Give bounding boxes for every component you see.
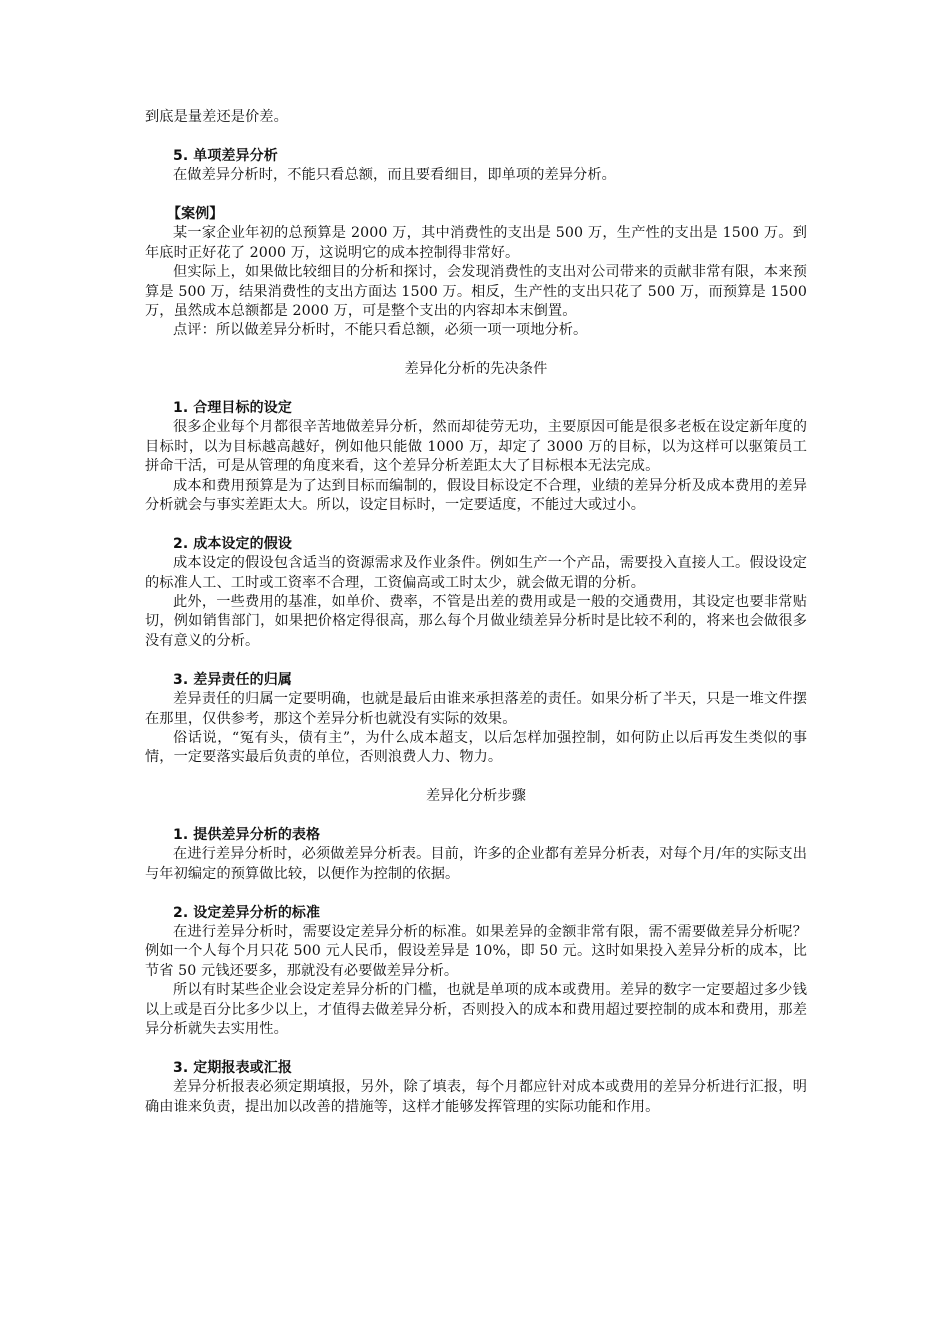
case-label: 【案例】 (167, 206, 224, 222)
case-comment: 点评：所以做差异分析时，不能只看总额，必须一项一项地分析。 (173, 322, 588, 339)
heading-set-standard: 2. 设定差异分析的标准 (173, 904, 321, 921)
heading-cost-assumption: 2. 成本设定的假设 (173, 535, 292, 552)
paragraph: 成本设定的假设包含适当的资源需求及作业条件。例如生产一个产品，需要投入直接人工。假设设定的标准人工、工时或工资率不合理，工资偏高或工时太少，就会做无谓的分析。 (145, 555, 807, 591)
paragraph: 成本和费用预算是为了达到目标而编制的，假设目标设定不合理，业绩的差异分析及成本费用的差异分析就会与事实差距太大。所以，设定目标时，一定要适度，不能过大或过小。 (145, 477, 807, 514)
paragraph: 此外，一些费用的基准，如单价、费率，不管是出差的费用或是一般的交通费用，其设定也要非常贴切，例如销售部门，如果把价格定得很高，那么每个月做业绩差异分析时是比较不利的，将来也会做很多没有意义的分析。 (145, 594, 807, 649)
paragraph: 俗话说，“冤有头，债有主”，为什么成本超支，以后怎样加强控制，如何防止以后再发生类似的事情，一定要落实最后负责的单位，否则浪费人力、物力。 (145, 729, 807, 766)
paragraph: 差异分析报表必须定期填报，另外，除了填表，每个月都应针对成本或费用的差异分析进行汇报，明确由谁来负责，提出加以改善的措施等，这样才能够发挥管理的实际功能和作用。 (145, 1079, 807, 1115)
heading-reasonable-target: 1. 合理目标的设定 (173, 400, 292, 417)
heading-single-item-analysis: 5. 单项差异分析 (173, 147, 278, 164)
paragraph: 在进行差异分析时，必须做差异分析表。目前，许多的企业都有差异分析表，对每个月/年的实际支出与年初编定的预算做比较，以便作为控制的依据。 (145, 846, 807, 882)
paragraph: 在做差异分析时，不能只看总额，而且要看细目，即单项的差异分析。 (173, 167, 616, 184)
heading-provide-forms: 1. 提供差异分析的表格 (173, 826, 321, 843)
heading-responsibility: 3. 差异责任的归属 (173, 671, 292, 688)
case-paragraph-1: 某一家企业年初的总预算是 2000 万，其中消费性的支出是 500 万，生产性的支出是 1500 万。到年底时正好花了 2000 万，这说明它的成本控制得非常好。 (145, 225, 807, 261)
section-title-steps: 差异化分析步骤 (425, 788, 526, 805)
paragraph: 在进行差异分析时，需要设定差异分析的标准。如果差异的金额非常有限，需不需要做差异分析呢？例如一个人每个月只花 500 元人民币，假设差异是 10%，即 50 元。这时如果投入差异分析的成本，比节省 50 元钱还要多，那就没有必要做差异分析。 (145, 923, 807, 979)
paragraph: 很多企业每个月都很辛苦地做差异分析，然而却徒劳无功，主要原因可能是很多老板在设定新年度的目标时，以为目标越高越好，例如他只能做 1000 万，却定了 3000 万的目标，以为这样可以驱策员工拼命干活，可是从管理的角度来看，这个差异分析差距太大了目标根本无法完成。 (145, 419, 807, 475)
paragraph: 所以有时某些企业会设定差异分析的门槛，也就是单项的成本或费用。差异的数字一定要超过多少钱以上或是百分比多少以上，才值得去做差异分析，否则投入的成本和费用超过要控制的成本和费用，那差异分析就失去实用性。 (145, 982, 807, 1037)
section-title-prerequisites: 差异化分析的先决条件 (404, 361, 548, 378)
document-page (145, 108, 807, 1117)
heading-periodic-report: 3. 定期报表或汇报 (173, 1059, 292, 1076)
case-paragraph-2: 但实际上，如果做比较细目的分析和探讨，会发现消费性的支出对公司带来的贡献非常有限，本来预算是 500 万，结果消费性的支出方面达 1500 万。相反，生产性的支出只花了 500 万，而预算是 1500 万，虽然成本总额都是 2000 万，可是整个支出的内容却本末倒置。 (145, 264, 807, 320)
paragraph-continuation: 到底是量差还是价差。 (145, 109, 288, 125)
paragraph: 差异责任的归属一定要明确，也就是最后由谁来承担落差的责任。如果分析了半天，只是一堆文件摆在那里，仅供参考，那这个差异分析也就没有实际的效果。 (145, 691, 807, 727)
